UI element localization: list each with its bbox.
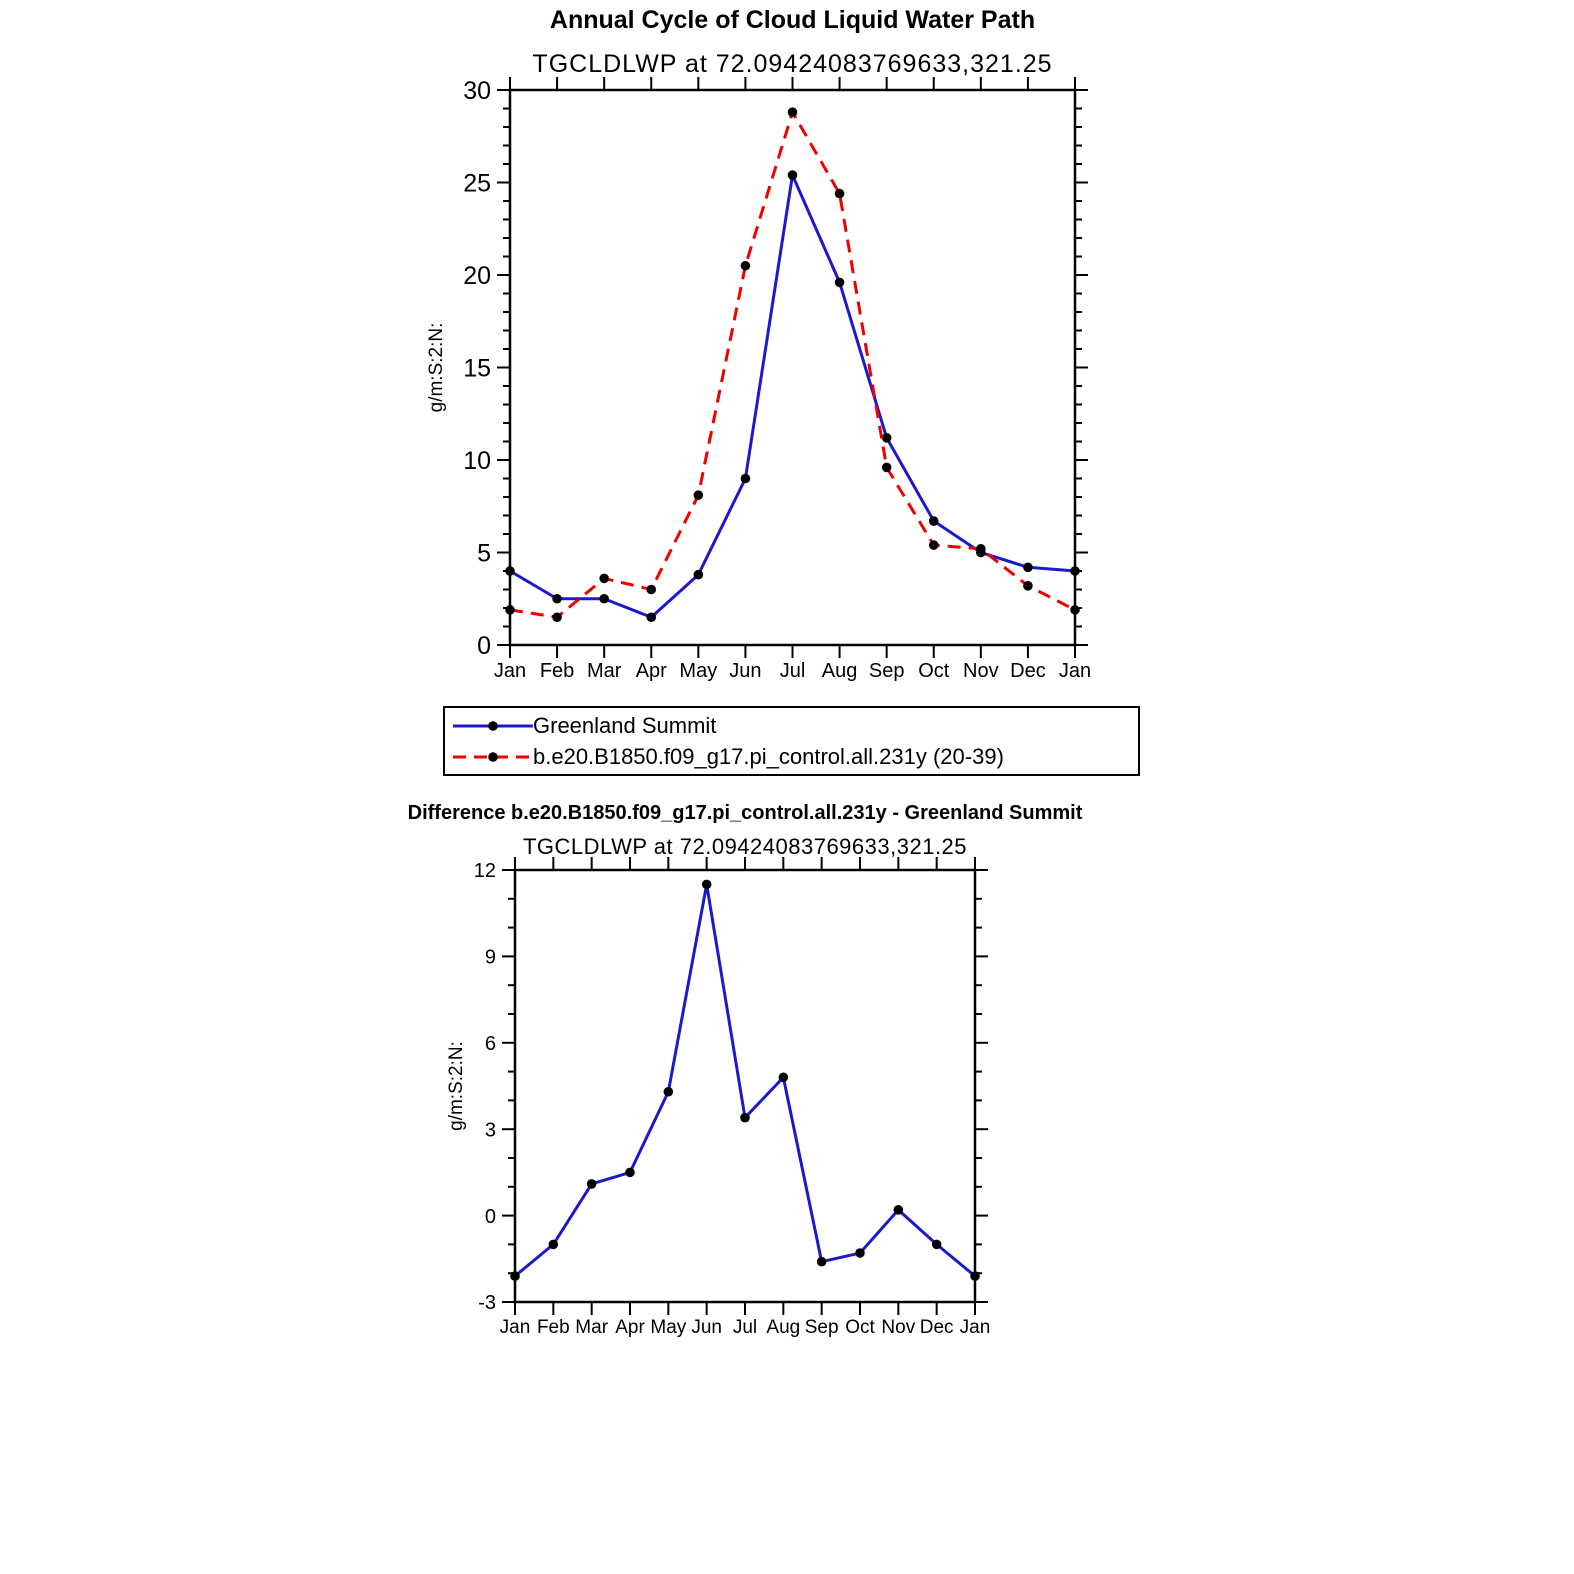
svg-text:Nov: Nov xyxy=(881,1317,916,1338)
svg-text:0: 0 xyxy=(484,1205,496,1228)
svg-text:0: 0 xyxy=(477,632,491,660)
svg-text:Jan: Jan xyxy=(1058,660,1092,682)
svg-text:Sep: Sep xyxy=(804,1317,839,1338)
svg-text:25: 25 xyxy=(463,169,491,198)
svg-text:Jul: Jul xyxy=(779,660,806,682)
svg-text:10: 10 xyxy=(463,447,491,475)
svg-text:Dec: Dec xyxy=(919,1317,954,1338)
svg-text:Oct: Oct xyxy=(845,1317,875,1338)
legend-row-greenland-summit xyxy=(453,710,1138,741)
svg-text:Jan: Jan xyxy=(499,1317,531,1338)
svg-text:12: 12 xyxy=(473,860,496,883)
svg-text:May: May xyxy=(650,1317,687,1338)
svg-text:Mar: Mar xyxy=(586,660,622,682)
legend-line-sample-dashed xyxy=(453,745,533,769)
svg-text:15: 15 xyxy=(463,354,491,383)
svg-text:Mar: Mar xyxy=(575,1317,609,1338)
svg-text:g/m:S:2:N:: g/m:S:2:N: xyxy=(446,1041,467,1131)
svg-text:30: 30 xyxy=(463,77,491,105)
svg-text:Apr: Apr xyxy=(635,660,667,682)
svg-text:Jun: Jun xyxy=(691,1317,722,1338)
top-chart-subtitle: TGCLDLWP at 72.09424083769633,321.25 xyxy=(532,50,1053,78)
legend-line-sample-solid xyxy=(453,714,533,738)
svg-text:Aug: Aug xyxy=(821,660,858,682)
svg-text:Jan: Jan xyxy=(493,660,527,682)
svg-text:Jul: Jul xyxy=(732,1317,758,1338)
svg-text:Nov: Nov xyxy=(963,660,999,682)
svg-text:6: 6 xyxy=(484,1033,496,1055)
legend xyxy=(443,706,1140,776)
svg-text:Sep: Sep xyxy=(868,660,905,682)
difference-chart xyxy=(350,798,1050,1378)
svg-text:Aug: Aug xyxy=(766,1317,801,1338)
svg-text:Feb: Feb xyxy=(539,660,575,682)
svg-text:-3: -3 xyxy=(478,1292,496,1315)
legend-label-greenland-summit: Greenland Summit xyxy=(533,712,717,738)
top-chart-title: Annual Cycle of Cloud Liquid Water Path xyxy=(549,6,1036,34)
legend-label-model-control: b.e20.B1850.f09_g17.pi_control.all.231y (20-39) xyxy=(533,743,1004,769)
svg-text:Oct: Oct xyxy=(918,660,950,682)
svg-text:Jan: Jan xyxy=(959,1317,991,1338)
annual-cycle-chart xyxy=(420,42,1160,714)
svg-text:g/m:S:2:N:: g/m:S:2:N: xyxy=(426,322,447,413)
svg-text:3: 3 xyxy=(484,1119,496,1142)
svg-text:5: 5 xyxy=(477,539,491,568)
svg-text:20: 20 xyxy=(463,262,491,290)
difference-chart-subtitle: TGCLDLWP at 72.09424083769633,321.25 xyxy=(522,834,968,859)
svg-text:Jun: Jun xyxy=(729,660,762,682)
svg-text:Apr: Apr xyxy=(615,1317,645,1338)
svg-text:May: May xyxy=(679,660,718,682)
difference-chart-title: Difference b.e20.B1850.f09_g17.pi_control.all.231y - Greenland Summit xyxy=(407,802,1083,824)
svg-text:Dec: Dec xyxy=(1010,660,1046,682)
svg-text:9: 9 xyxy=(484,946,496,969)
svg-text:Feb: Feb xyxy=(536,1317,570,1338)
legend-row-model-control xyxy=(453,741,1138,772)
